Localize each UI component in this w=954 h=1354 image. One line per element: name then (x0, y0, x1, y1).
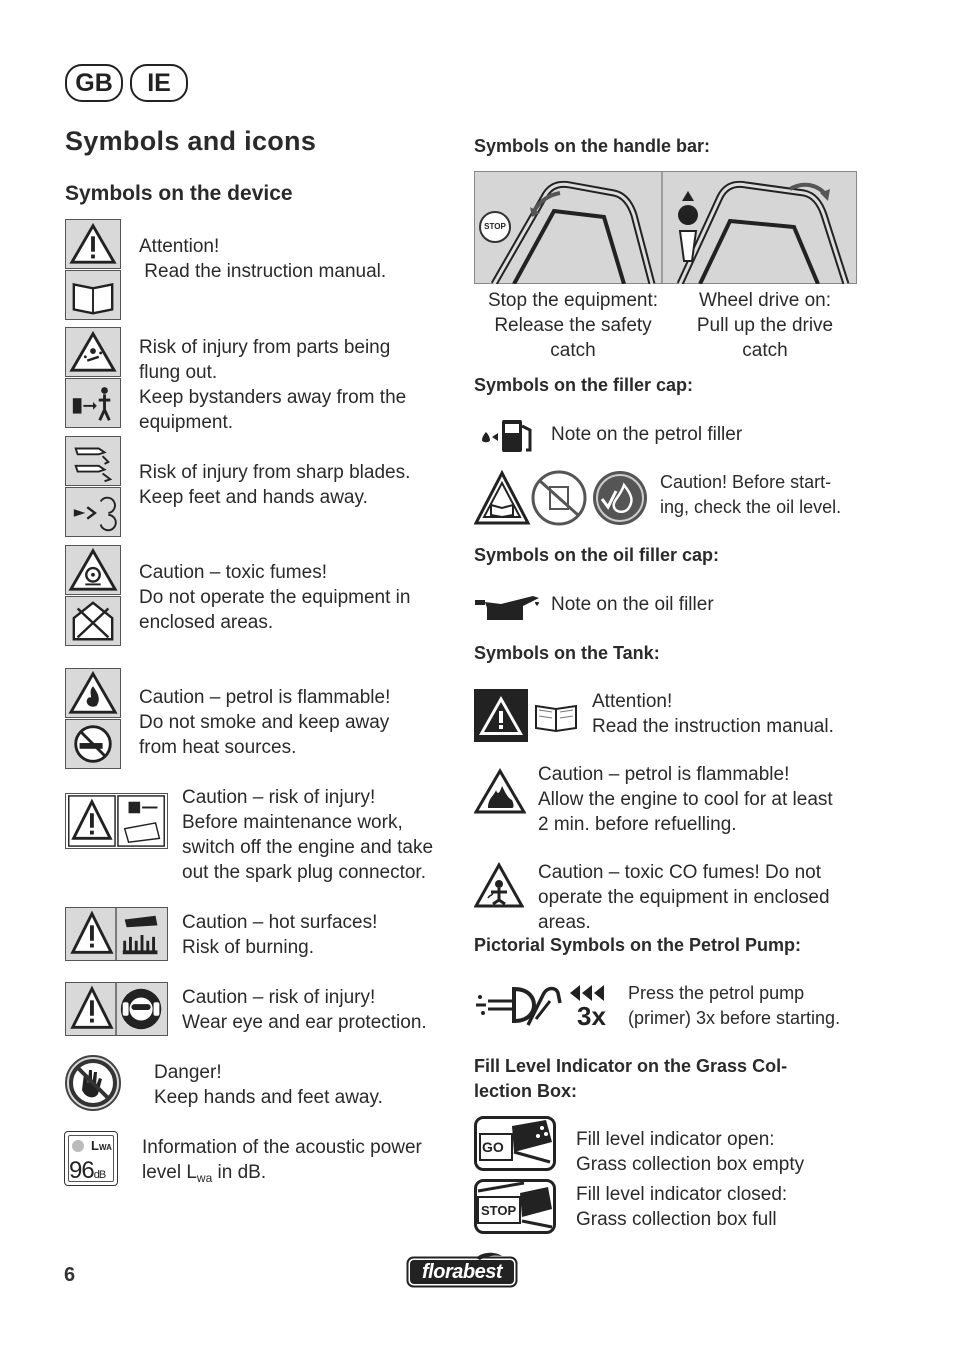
lang-badge-ie: IE (130, 64, 188, 102)
no-hands-icon (64, 1054, 122, 1112)
oil-can-icon (473, 592, 543, 622)
flying-debris-icon (65, 327, 121, 377)
filler-cap-heading: Symbols on the filler cap: (474, 375, 694, 395)
device-item-flammable: Caution – petrol is flammable! Do not smoke and keep away from heat sources. (139, 687, 391, 758)
tank-toxic-icon (474, 862, 524, 908)
page-title: Symbols and icons (65, 126, 317, 156)
oil-cap-heading: Symbols on the oil filler cap: (474, 545, 720, 565)
handlebar-diagram (474, 171, 857, 284)
filler-cap-note: Note on the petrol filler (551, 424, 743, 445)
handlebar-heading: Symbols on the handle bar: (474, 136, 711, 156)
pump-heading: Pictorial Symbols on the Petrol Pump: (474, 935, 802, 955)
flammable-icon (65, 668, 121, 718)
fill-indicator-open-icon (474, 1116, 556, 1171)
device-item-maintenance: Caution – risk of injury! Before maintenance work, switch off the engine and take out the spark plug connector. (182, 787, 434, 883)
sound-source-icon (72, 1140, 84, 1152)
primer-count: 3x (577, 1001, 606, 1031)
no-enclosed-area-icon (65, 596, 121, 646)
rotating-blade-icon (65, 487, 121, 537)
device-item-flung: Risk of injury from parts being flung out. Keep bystanders away from the equipment. (139, 337, 407, 433)
go-badge: GO (482, 1139, 504, 1155)
device-item-attention: Attention! Read the instruction manual. (139, 236, 387, 282)
oil-cap-note: Note on the oil filler (551, 594, 714, 615)
tank-manual-icon (534, 700, 578, 732)
filler-cap-caution: Caution! Before start- ing, check the oil level. (660, 472, 842, 517)
stop-badge: STOP (479, 211, 511, 243)
eye-ear-protection-icon (65, 982, 168, 1036)
acoustic-power-icon (64, 1131, 118, 1186)
fill-level-heading: Fill Level Indicator on the Grass Col- lection Box: (474, 1056, 788, 1101)
tank-warning-icon (474, 689, 528, 742)
no-smoking-icon (65, 719, 121, 769)
warning-triangle-icon (65, 219, 121, 269)
tank-heading: Symbols on the Tank: (474, 643, 660, 663)
pump-caption: Press the petrol pump (primer) 3x before starting. (628, 983, 841, 1028)
stop-fill-badge: STOP (481, 1203, 517, 1218)
device-item-protection: Caution – risk of injury! Wear eye and ear protection. (182, 987, 427, 1033)
device-item-hot: Caution – hot surfaces! Risk of burning. (182, 912, 378, 958)
tank-flammable-icon (474, 768, 526, 814)
device-item-blades: Risk of injury from sharp blades. Keep feet and hands away. (139, 462, 411, 508)
tank-item-flammable: Caution – petrol is flammable! Allow the engine to cool for at least 2 min. before refuelling. (538, 764, 833, 835)
device-item-fumes: Caution – toxic fumes! Do not operate the equipment in enclosed areas. (139, 562, 411, 633)
brand-logo: florabest (406, 1252, 518, 1288)
device-item-danger: Danger! Keep hands and feet away. (154, 1062, 383, 1108)
device-item-acoustic: Information of the acoustic power level $L_{wa}$ in dB. (142, 1137, 422, 1185)
acoustic-label: LWA (91, 1138, 112, 1153)
lang-badge-gb: GB (65, 64, 123, 102)
petrol-pump-icon (476, 416, 536, 456)
tank-item-toxic: Caution – toxic CO fumes! Do not operate the equipment in enclosed areas. (538, 862, 830, 933)
manual-book-icon (65, 270, 121, 320)
toxic-fumes-icon (65, 545, 121, 595)
oil-check-icons (474, 469, 650, 527)
device-heading: Symbols on the device (65, 182, 293, 205)
handlebar-stop-caption: Stop the equipment: Release the safety catch (487, 290, 659, 361)
fill-indicator-closed-icon (474, 1179, 556, 1234)
primer-pump-icon (474, 979, 620, 1031)
handlebar-drive-caption: Wheel drive on: Pull up the drive catch (696, 290, 834, 361)
acoustic-value: 96dB (69, 1157, 106, 1184)
page-number: 6 (64, 1264, 76, 1286)
fill-level-open-caption: Fill level indicator open: Grass collection box empty (576, 1129, 805, 1175)
maintenance-warning-icon (65, 793, 168, 849)
blade-hand-icon (65, 436, 121, 486)
hot-surface-icon (65, 907, 168, 961)
keep-bystanders-away-icon (65, 378, 121, 428)
fill-level-closed-caption: Fill level indicator closed: Grass collection box full (576, 1184, 788, 1230)
tank-item-attention: Attention! Read the instruction manual. (592, 691, 834, 737)
